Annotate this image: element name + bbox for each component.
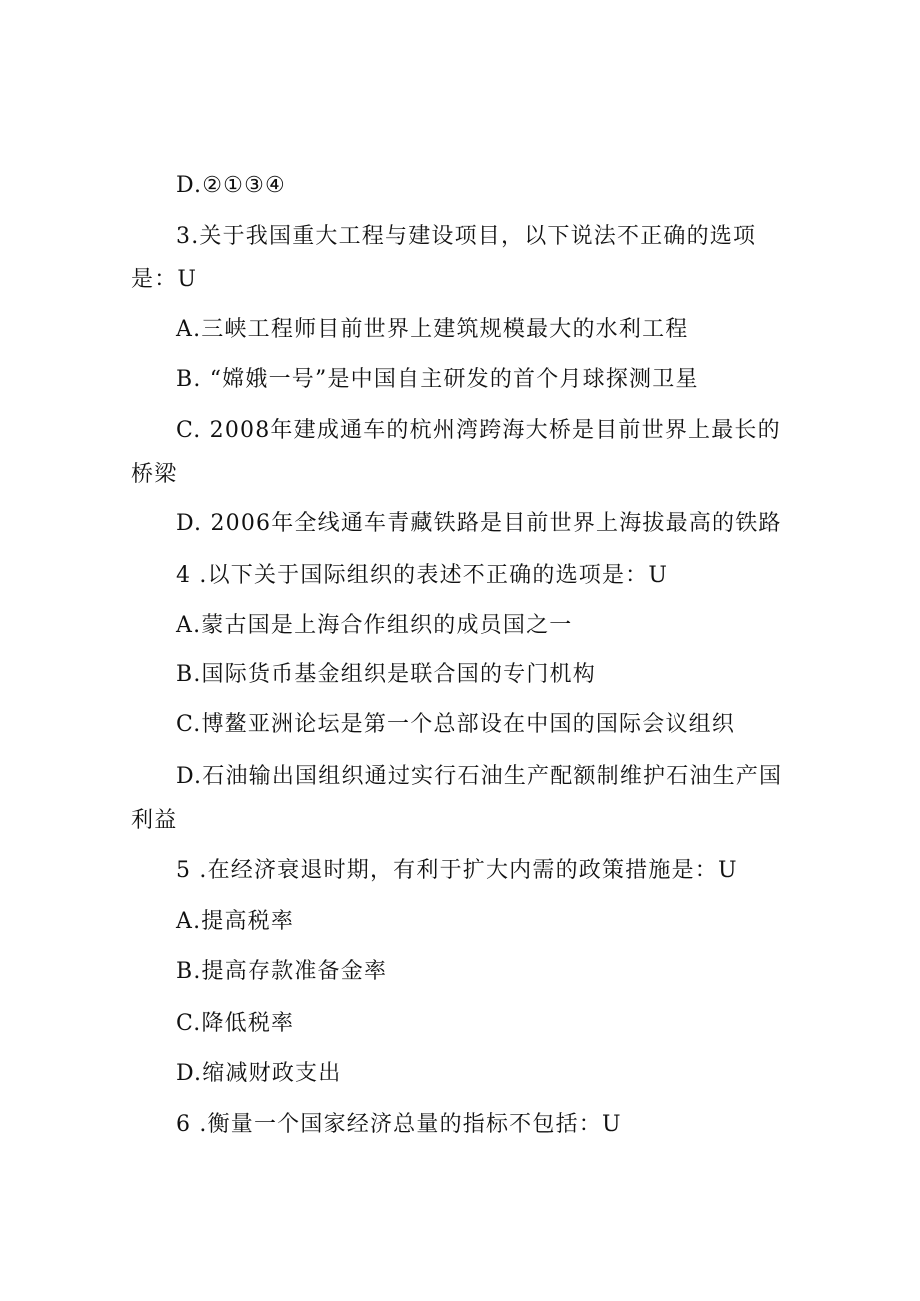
- q5-stem: 5 .在经济衰退时期，有利于扩大内需的政策措施是：U: [176, 858, 738, 883]
- q3-option-d: D. 2006年全线通车青藏铁路是目前世界上海拔最高的铁路: [176, 511, 782, 536]
- q3-option-a: A.三峡工程师目前世界上建筑规模最大的水利工程: [176, 317, 689, 342]
- q3-option-c-continued: 桥梁: [131, 462, 178, 487]
- q4-option-c: C.博鳌亚洲论坛是第一个总部设在中国的国际会议组织: [176, 712, 736, 737]
- q3-stem-continued: 是：U: [131, 267, 198, 292]
- q4-option-d: D.石油输出国组织通过实行石油生产配额制维护石油生产国: [176, 764, 783, 789]
- q3-option-b: B. “嫦娥一号”是中国自主研发的首个月球探测卫星: [176, 367, 699, 392]
- q5-option-a: A.提高税率: [176, 909, 295, 934]
- q5-option-d: D.缩减财政支出: [176, 1061, 342, 1086]
- q4-stem: 4 .以下关于国际组织的表述不正确的选项是：U: [176, 563, 669, 588]
- q4-option-a: A.蒙古国是上海合作组织的成员国之一: [176, 613, 573, 638]
- q3-option-c: C. 2008年建成通车的杭州湾跨海大桥是目前世界上最长的: [176, 418, 781, 443]
- q6-stem: 6 .衡量一个国家经济总量的指标不包括：U: [176, 1112, 622, 1137]
- q3-stem: 3.关于我国重大工程与建设项目，以下说法不正确的选项: [176, 224, 757, 249]
- q4-option-b: B.国际货币基金组织是联合国的专门机构: [176, 662, 596, 687]
- q5-option-b: B.提高存款准备金率: [176, 959, 388, 984]
- q5-option-c: C.降低税率: [176, 1011, 295, 1036]
- q4-option-d-continued: 利益: [131, 808, 178, 833]
- q2-option-d: D.②①③④: [176, 173, 286, 198]
